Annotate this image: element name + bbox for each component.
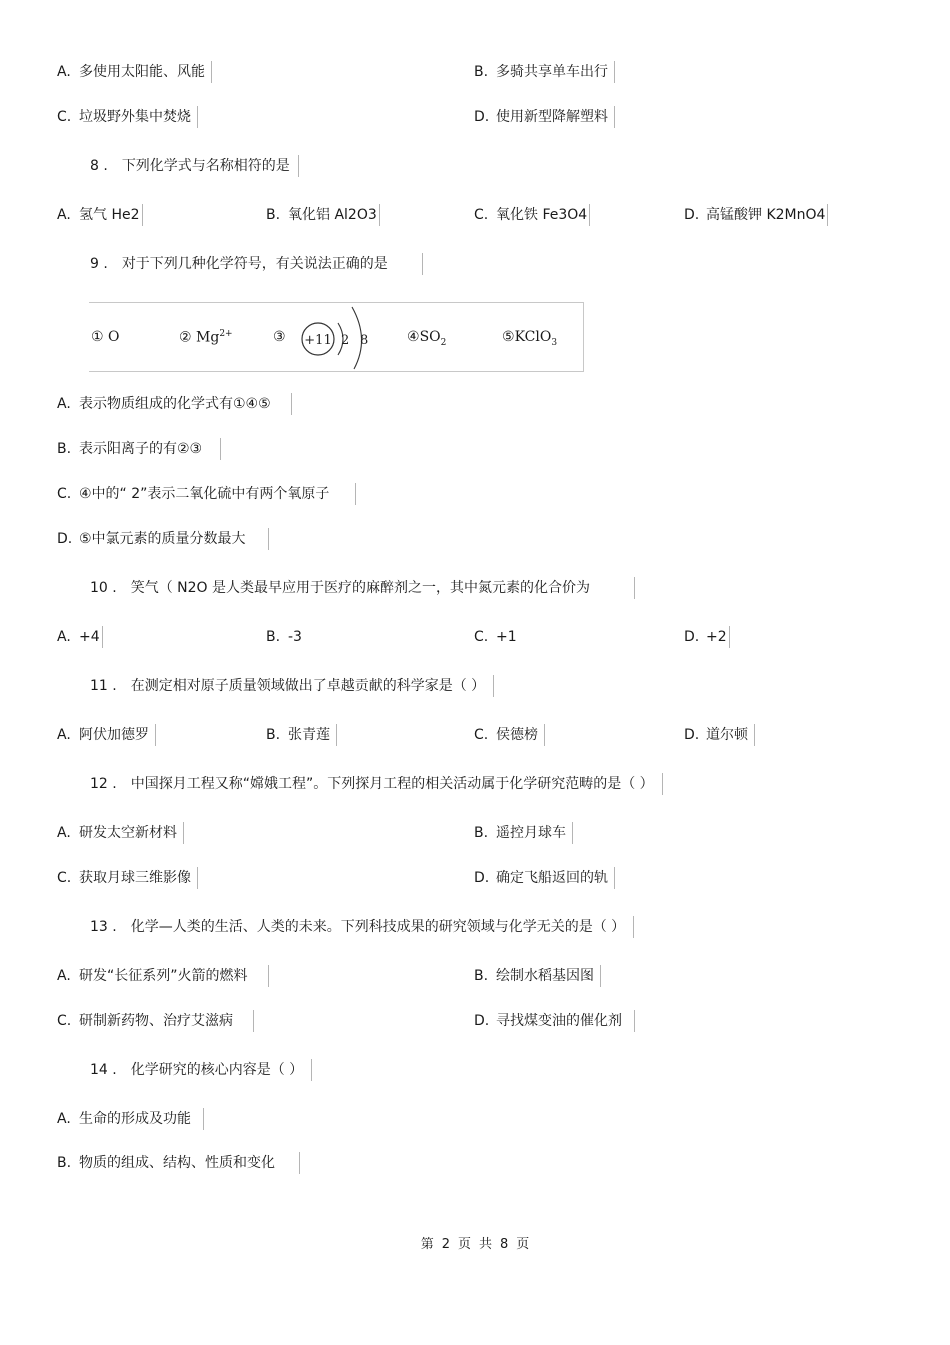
option-text: 使用新型降解塑料 [496,109,608,125]
option-q10-d[interactable] [684,626,730,648]
option-label: D. [474,1013,490,1029]
option-text: 研发“长征系列”火箭的燃料 [79,968,248,984]
question-10-stem [90,577,635,599]
option-q9-d[interactable] [57,528,269,550]
option-text: 研发太空新材料 [79,825,177,841]
option-q10-a[interactable] [57,626,103,648]
option-text: 绘制水稻基因图 [496,968,594,984]
option-label: A. [57,629,71,645]
question-number: 14 . [90,1062,117,1078]
symbol-formula: SO [419,329,441,345]
option-text: 氧化铝 Al2O3 [288,207,377,223]
symbol-formula: Mg [196,329,220,346]
option-q8-c[interactable] [474,204,590,226]
shell-1-electrons: 2 [341,333,350,348]
option-q14-a[interactable] [57,1108,204,1130]
option-label: B. [266,629,281,645]
option-label: D. [684,629,700,645]
option-text: 垃圾野外集中焚烧 [79,109,191,125]
option-text: 研制新药物、治疗艾滋病 [79,1013,233,1029]
option-text: +2 [706,629,727,645]
option-text: 表示阳离子的有②③ [79,441,203,457]
footer-text: 共 [479,1237,493,1252]
question-text: 化学研究的核心内容是（ ） [130,1062,304,1078]
option-text: 获取月球三维影像 [79,870,191,886]
option-text: 氧化铁 Fe3O4 [496,207,588,223]
option-text: 表示物质组成的化学式有①④⑤ [79,396,271,412]
question-13-stem [90,916,634,938]
question-number: 10 . [90,580,117,596]
option-q10-b[interactable] [266,626,304,648]
footer-text: 第 [420,1237,434,1252]
option-text: +1 [496,629,517,645]
symbol-formula: O [108,329,120,345]
option-q14-b[interactable] [57,1152,300,1174]
symbol-number: ④ [407,329,420,345]
option-label: B. [57,1155,72,1171]
option-q11-c[interactable] [474,724,545,746]
option-label: C. [57,870,72,886]
option-label: D. [474,870,490,886]
option-text: 阿伏加德罗 [79,727,149,743]
option-q8-a[interactable] [57,204,143,226]
question-text: 化学—人类的生活、人类的未来。下列科技成果的研究领域与化学无关的是（ ） [130,919,626,935]
page-footer [0,1233,950,1252]
question-number: 13 . [90,919,117,935]
option-text: 侯德榜 [496,727,538,743]
option-label: D. [684,727,700,743]
symbol-number: ② [179,329,192,346]
option-label: B. [474,825,489,841]
option-text: -3 [288,629,302,645]
nucleus-charge: +11 [304,333,332,348]
option-q11-b[interactable] [266,724,337,746]
symbol-2 [179,329,233,346]
option-q9-a[interactable] [57,393,292,415]
option-label: B. [266,207,281,223]
option-label: C. [57,1013,72,1029]
option-label: A. [57,207,71,223]
chemical-symbols-figure [89,302,584,372]
option-text: ④中的“ 2”表示二氧化硫中有两个氧原子 [79,486,330,502]
option-q13-d[interactable] [474,1010,635,1032]
option-q7-b[interactable] [474,61,615,83]
question-number: 9 . [90,256,108,272]
shell-2-electrons: 8 [360,333,369,348]
symbol-5 [502,329,557,348]
option-q12-b[interactable] [474,822,573,844]
question-number: 12 . [90,776,117,792]
option-label: A. [57,727,71,743]
option-q7-a[interactable] [57,61,212,83]
option-label: A. [57,825,71,841]
symbol-3 [273,329,286,345]
option-q13-a[interactable] [57,965,269,987]
option-label: B. [266,727,281,743]
option-q11-d[interactable] [684,724,755,746]
option-q8-d[interactable] [684,204,828,226]
option-text: 生命的形成及功能 [79,1111,191,1127]
option-label: B. [474,968,489,984]
option-text: 确定飞船返回的轨 [496,870,608,886]
option-text: ⑤中氯元素的质量分数最大 [79,531,246,547]
question-9-stem [90,253,423,275]
question-text: 笑气（ N2O 是人类最早应用于医疗的麻醉剂之一，其中氮元素的化合价为 [130,580,591,596]
option-text: 高锰酸钾 K2MnO4 [706,207,826,223]
option-label: A. [57,64,71,80]
atom-structure-diagram [294,303,374,371]
option-q10-c[interactable] [474,626,519,648]
option-label: C. [474,727,489,743]
question-text: 对于下列几种化学符号，有关说法正确的是 [121,256,388,272]
option-text: 多骑共享单车出行 [496,64,608,80]
option-q8-b[interactable] [266,204,380,226]
symbol-number: ① [91,329,104,345]
question-number: 11 . [90,678,117,694]
option-q12-d[interactable] [474,867,615,889]
option-label: C. [57,109,72,125]
option-q12-c[interactable] [57,867,198,889]
option-label: A. [57,968,71,984]
symbol-4 [407,329,446,348]
question-11-stem [90,675,494,697]
option-label: B. [474,64,489,80]
current-page-number: 2 [441,1237,450,1252]
symbol-subscript: 2 [440,337,447,348]
option-q12-a[interactable] [57,822,184,844]
option-q11-a[interactable] [57,724,156,746]
option-q13-c[interactable] [57,1010,254,1032]
option-text: 道尔顿 [706,727,748,743]
option-text: 遥控月球车 [496,825,566,841]
option-label: C. [474,629,489,645]
option-text: 物质的组成、结构、性质和变化 [79,1155,275,1171]
symbol-number: ③ [273,329,286,345]
symbol-subscript: 3 [551,337,558,348]
symbol-1 [91,329,120,345]
question-text: 中国探月工程又称“嫦娥工程”。下列探月工程的相关活动属于化学研究范畴的是（ ） [130,776,654,792]
option-label: D. [474,109,490,125]
question-text: 在测定相对原子质量领域做出了卓越贡献的科学家是（ ） [130,678,486,694]
question-8-stem [90,155,299,177]
option-q13-b[interactable] [474,965,601,987]
option-label: C. [57,486,72,502]
option-label: D. [684,207,700,223]
option-text: 多使用太阳能、风能 [79,64,205,80]
option-q7-d[interactable] [474,106,615,128]
option-label: C. [474,207,489,223]
option-text: 张青莲 [288,727,330,743]
option-label: D. [57,531,73,547]
option-q7-c[interactable] [57,106,198,128]
symbol-formula: KClO [514,329,552,345]
question-text: 下列化学式与名称相符的是 [121,158,290,174]
option-q9-c[interactable] [57,483,356,505]
option-label: B. [57,441,72,457]
option-text: 氢气 He2 [79,207,140,223]
option-text: +4 [79,629,100,645]
question-12-stem [90,773,663,795]
total-page-count: 8 [500,1237,509,1252]
symbol-superscript: 2+ [219,329,233,339]
option-text: 寻找煤变油的催化剂 [496,1013,622,1029]
footer-text: 页 [516,1237,530,1252]
symbol-number: ⑤ [502,329,515,345]
question-14-stem [90,1059,312,1081]
option-label: A. [57,396,71,412]
footer-text: 页 [457,1237,471,1252]
option-label: A. [57,1111,71,1127]
question-number: 8 . [90,158,108,174]
option-q9-b[interactable] [57,438,221,460]
